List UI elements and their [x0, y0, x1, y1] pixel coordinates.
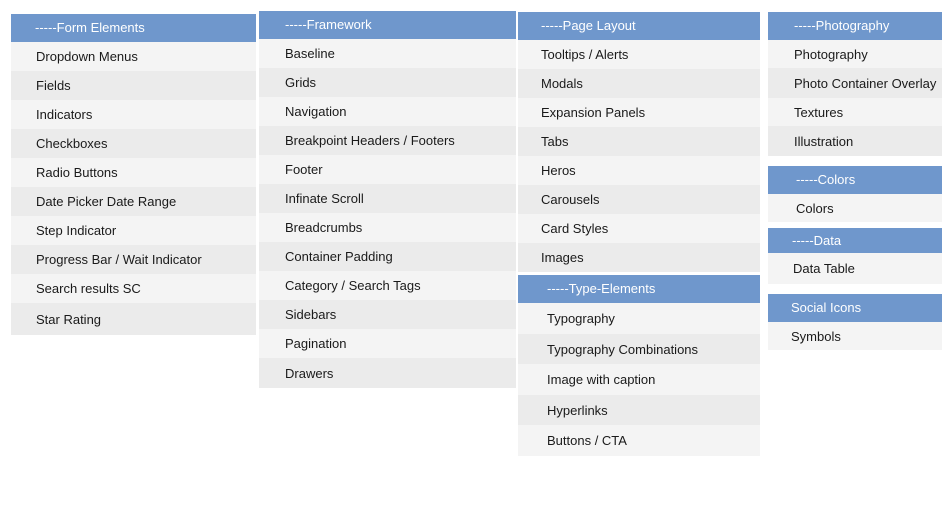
page-layout-panel — [518, 12, 760, 272]
list-item[interactable]: Footer — [259, 155, 516, 184]
list-item[interactable]: Baseline — [259, 39, 516, 68]
list-item[interactable]: Checkboxes — [11, 129, 256, 158]
data-list — [768, 253, 942, 284]
list-item[interactable]: Data Table — [768, 253, 942, 284]
list-item[interactable]: Dropdown Menus — [11, 42, 256, 71]
photography-list — [768, 40, 942, 156]
colors-panel — [768, 166, 942, 222]
list-item[interactable]: Breakpoint Headers / Footers — [259, 126, 516, 155]
social-icons-panel — [768, 294, 942, 350]
list-item[interactable]: Image with caption — [518, 364, 760, 395]
list-item[interactable]: Container Padding — [259, 242, 516, 271]
type-elements-list — [518, 303, 760, 456]
form-elements-panel — [11, 14, 256, 335]
list-item[interactable]: Progress Bar / Wait Indicator — [11, 245, 256, 274]
form-elements-header[interactable]: -----Form Elements — [11, 14, 256, 42]
list-item[interactable]: Photo Container Overlay — [768, 68, 942, 98]
list-item[interactable]: Search results SC — [11, 274, 256, 303]
list-item[interactable]: Textures — [768, 98, 942, 126]
page-layout-list — [518, 40, 760, 272]
list-item[interactable]: Buttons / CTA — [518, 425, 760, 456]
list-item[interactable]: Typography Combinations — [518, 334, 760, 364]
list-item[interactable]: Hyperlinks — [518, 395, 760, 425]
list-item[interactable]: Drawers — [259, 358, 516, 388]
list-item[interactable]: Colors — [768, 194, 942, 222]
list-item[interactable]: Expansion Panels — [518, 98, 760, 127]
list-item[interactable]: Radio Buttons — [11, 158, 256, 187]
type-elements-header[interactable]: -----Type-Elements — [518, 275, 760, 303]
list-item[interactable]: Sidebars — [259, 300, 516, 329]
list-item[interactable]: Star Rating — [11, 303, 256, 335]
list-item[interactable]: Infinate Scroll — [259, 184, 516, 213]
list-item[interactable]: Pagination — [259, 329, 516, 358]
social-icons-header[interactable]: Social Icons — [768, 294, 942, 322]
social-icons-list — [768, 322, 942, 350]
list-item[interactable]: Typography — [518, 303, 760, 334]
framework-header[interactable]: -----Framework — [259, 11, 516, 39]
list-item[interactable]: Illustration — [768, 126, 942, 156]
list-item[interactable]: Date Picker Date Range — [11, 187, 256, 216]
framework-panel — [259, 11, 516, 388]
colors-list — [768, 194, 942, 222]
list-item[interactable]: Fields — [11, 71, 256, 100]
type-elements-panel — [518, 275, 760, 456]
list-item[interactable]: Images — [518, 243, 760, 272]
data-header[interactable]: -----Data — [768, 228, 942, 253]
form-elements-list — [11, 42, 256, 335]
list-item[interactable]: Tooltips / Alerts — [518, 40, 760, 69]
data-panel — [768, 228, 942, 284]
list-item[interactable]: Carousels — [518, 185, 760, 214]
page-layout-header[interactable]: -----Page Layout — [518, 12, 760, 40]
list-item[interactable]: Tabs — [518, 127, 760, 156]
photography-panel — [768, 12, 942, 156]
list-item[interactable]: Card Styles — [518, 214, 760, 243]
list-item[interactable]: Navigation — [259, 97, 516, 126]
list-item[interactable]: Grids — [259, 68, 516, 97]
list-item[interactable]: Category / Search Tags — [259, 271, 516, 300]
list-item[interactable]: Step Indicator — [11, 216, 256, 245]
framework-list — [259, 39, 516, 388]
list-item[interactable]: Breadcrumbs — [259, 213, 516, 242]
colors-header[interactable]: -----Colors — [768, 166, 942, 194]
list-item[interactable]: Photography — [768, 40, 942, 68]
list-item[interactable]: Indicators — [11, 100, 256, 129]
photography-header[interactable]: -----Photography — [768, 12, 942, 40]
list-item[interactable]: Modals — [518, 69, 760, 98]
list-item[interactable]: Heros — [518, 156, 760, 185]
list-item[interactable]: Symbols — [768, 322, 942, 350]
